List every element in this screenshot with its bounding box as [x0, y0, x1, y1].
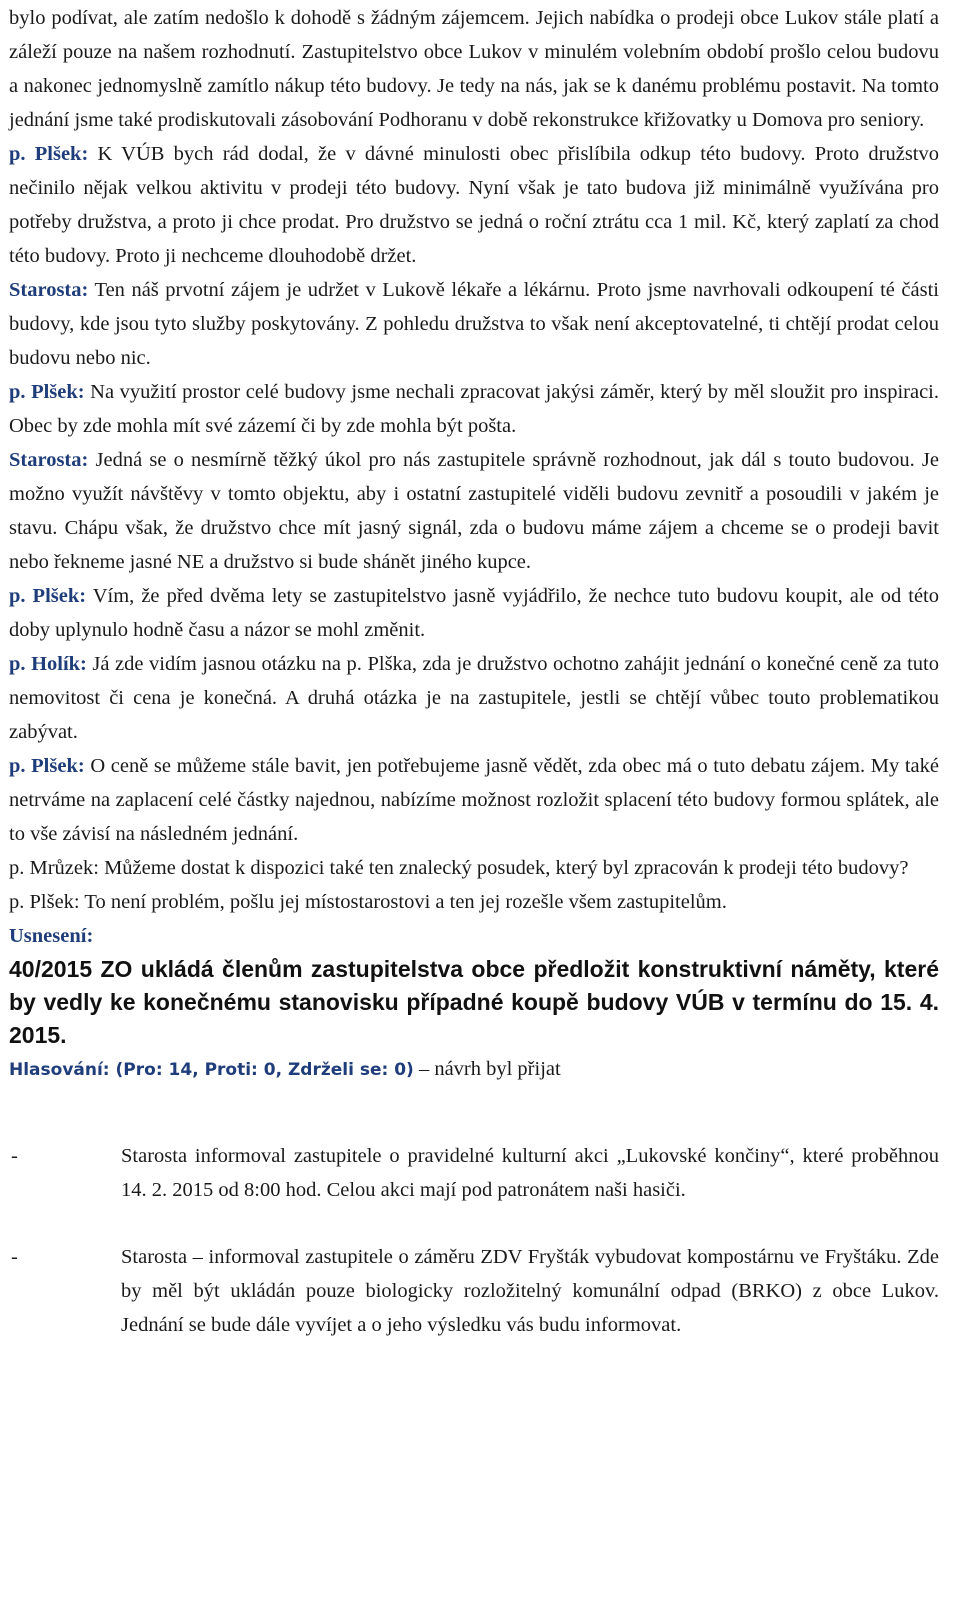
paragraph-text: Jedná se o nesmírně těžký úkol pro nás zastupitele správně rozhodnout, jak dál s touto budovou. Je možno využít návštěvy v tomto objektu, aby i ostatní zastupitelé viděli budovu zevnitř a posoudili v jakém je stavu. Chápu však, že družstvo chce mít jasný signál, zda o budovu máme zájem a chceme se o prodeji bavit nebo řekneme jasné NE a družstvo si bude shánět jiného kupce. [9, 449, 939, 573]
paragraph [9, 443, 939, 579]
paragraph-text: Plšek: To není problém, pošlu jej místostarostovi a ten jej rozešle všem zastupitelům. [24, 891, 727, 913]
bullet-item [9, 1240, 939, 1342]
resolution-label: Usnesení: [9, 925, 94, 947]
speaker-label: p. [9, 857, 25, 879]
paragraph-text: K VÚB bych rád dodal, že v dávné minulosti obec přislíbila odkup této budovy. Proto družstvo nečinilo nějak velkou aktivitu v prodeji této budovy. Nyní však je tato budova již minimálně využívána pro potřeby družstva, a proto ji chce prodat. Pro družstvo se jedná o roční ztrátu cca 1 mil. Kč, který zaplatí za chod této budovy. Proto ji nechceme dlouhodobě držet. [9, 143, 939, 267]
speaker-label: p. Plšek: [9, 143, 89, 165]
paragraph [9, 137, 939, 273]
vote-result: – návrh byl přijat [413, 1058, 561, 1080]
bullet-text: Starosta – informoval zastupitele o záměru ZDV Fryšták vybudovat kompostárnu ve Fryštáku. Zde by měl být ukládán pouze biologicky rozložitelný komunální odpad (BRKO) z obce Lukov. Jednání se bude dále vyvíjet a o jeho výsledku vás budu informovat. [121, 1246, 939, 1336]
bullet-list [9, 1139, 939, 1342]
speaker-label: p. [9, 891, 25, 913]
speaker-label: p. Plšek: [9, 585, 87, 607]
paragraph [9, 749, 939, 851]
paragraph-text: O ceně se můžeme stále bavit, jen potřebujeme jasně vědět, zda obec má o tuto debatu zájem. My také netrváme na zaplacení celé částky najednou, nabízíme možnost rozložit splacení této budovy formou splátek, ale to vše závisí na následném jednání. [9, 755, 939, 845]
paragraph-text: bylo podívat, ale zatím nedošlo k dohodě s žádným zájemcem. Jejich nabídka o prodeji obce Lukov stále platí a záleží pouze na našem rozhodnutí. Zastupitelstvo obce Lukov v minulém volebním období prošlo celou budovu a nakonec jednomyslně zamítlo nákup této budovy. Je tedy na nás, jak se k danému problému postavit. Na tomto jednání jsme také prodiskutovali zásobování Podhoranu v době rekonstrukce křižovatky u Domova pro seniory. [9, 7, 939, 131]
paragraph [9, 851, 939, 885]
speaker-label: Starosta: [9, 449, 89, 471]
bullet-dash: - [11, 1246, 18, 1268]
speaker-label: p. Plšek: [9, 381, 85, 403]
vote-label: Hlasování: (Pro: 14, Proti: 0, Zdrželi se: 0) [9, 1060, 414, 1080]
paragraph [9, 885, 939, 919]
paragraph [9, 579, 939, 647]
paragraph [9, 375, 939, 443]
speaker-label: Starosta: [9, 279, 89, 301]
paragraph [9, 647, 939, 749]
resolution-text: 40/2015 ZO ukládá členům zastupitelstva obce předložit konstruktivní náměty, které by vedly ke konečnému stanovisku případné koupě budovy VÚB v termínu do 15. 4. 2015. [9, 956, 939, 1048]
paragraph-text: Vím, že před dvěma lety se zastupitelstvo jasně vyjádřilo, že nechce tuto budovu koupit, ale od této doby uplynulo hodně času a názor se mohl změnit. [9, 585, 939, 641]
paragraph-text: Mrůzek: Můžeme dostat k dispozici také ten znalecký posudek, který byl zpracován k prodeji této budovy? [24, 857, 909, 879]
paragraph [9, 1, 939, 137]
vote-line [9, 1052, 939, 1087]
paragraph-text: Na využití prostor celé budovy jsme nechali zpracovat jakýsi záměr, který by měl sloužit pro inspiraci. Obec by zde mohla mít své zázemí či by zde mohla být pošta. [9, 381, 939, 437]
paragraph-text: Já zde vidím jasnou otázku na p. Plška, zda je družstvo ochotno zahájit jednání o konečné ceně za tuto nemovitost či cena je konečná. A druhá otázka je na zastupitele, jestli se chtějí vůbec touto problematikou zabývat. [9, 653, 940, 743]
speaker-label: p. Holík: [9, 653, 87, 675]
bullet-dash: - [11, 1145, 18, 1167]
paragraph [9, 273, 939, 375]
bullet-text: Starosta informoval zastupitele o pravidelné kulturní akci „Lukovské končiny“, které proběhnou 14. 2. 2015 od 8:00 hod. Celou akci mají pod patronátem naši hasiči. [121, 1145, 939, 1201]
document-page [9, 0, 939, 1375]
speaker-label: p. Plšek: [9, 755, 85, 777]
paragraph-text: Ten náš prvotní zájem je udržet v Lukově lékaře a lékárnu. Proto jsme navrhovali odkoupení té části budovy, kde jsou tyto služby poskytovány. Z pohledu družstva to však není akceptovatelné, ti chtějí prodat celou budovu nebo nic. [9, 279, 939, 369]
bullet-item [9, 1139, 939, 1207]
